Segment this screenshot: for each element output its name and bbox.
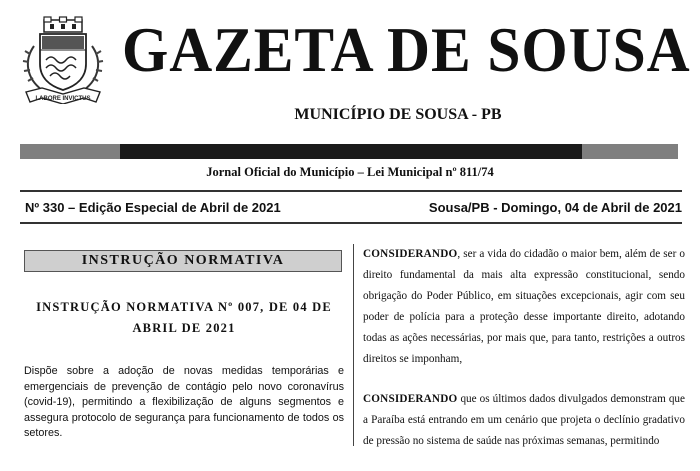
municipal-crest-icon	[20, 16, 106, 104]
municipality-name: MUNICÍPIO DE SOUSA - PB	[294, 106, 502, 123]
header-rule-left	[20, 144, 120, 159]
considerando-paragraph-1	[363, 244, 685, 370]
column-divider	[353, 244, 354, 446]
section-heading: INSTRUÇÃO NORMATIVA	[24, 250, 342, 272]
considerando-text-1: , ser a vida do cidadão o maior bem, além de ser o direito fundamental da mais alta expressão constitucional, sendo obrigação do Poder Público, em situações excepcionais, agir com seu poder de polícia para a proteção desse importante direito, adotando todas as ações necessárias, por mais que, para tanto, restrições a outros direitos se imponham,	[363, 248, 685, 365]
edition-rule-bottom	[20, 222, 682, 224]
considerando-lead-1: CONSIDERANDO	[363, 248, 458, 260]
header-rule-right	[582, 144, 678, 159]
edition-rule-top	[20, 190, 682, 192]
crest-motto: LABORE INVICTUS	[35, 96, 91, 102]
header-rule-middle	[120, 144, 582, 159]
edition-number: Nº 330 – Edição Especial de Abril de 2021	[25, 200, 281, 215]
right-column	[363, 244, 685, 471]
considerando-text-2: que os últimos dados divulgados demonstram que a Paraíba está entrando em um cenário que projeta o declínio gradativo de pressão no sistema de saúde nas próximas semanas, permitindo	[363, 393, 685, 447]
journal-subtitle: Jornal Oficial do Município – Lei Municipal nº 811/74	[206, 165, 494, 179]
instruction-summary: Dispõe sobre a adoção de novas medidas temporárias e emergenciais de prevenção de contágio pelo novo coronavírus (covid-19), permitindo a flexibilização de alguns segmentos e assegura protocolo de segurança para funcionamento de todos os setores.	[24, 365, 344, 439]
edition-date: Sousa/PB - Domingo, 04 de Abril de 2021	[428, 200, 682, 215]
considerando-paragraph-2	[363, 389, 685, 452]
considerando-lead-2: CONSIDERANDO	[363, 393, 458, 405]
masthead-title: GAZETA DE SOUSA	[122, 14, 691, 85]
instruction-title: INSTRUÇÃO NORMATIVA Nº 007, DE 04 DE ABRIL DE 2021	[36, 300, 332, 335]
